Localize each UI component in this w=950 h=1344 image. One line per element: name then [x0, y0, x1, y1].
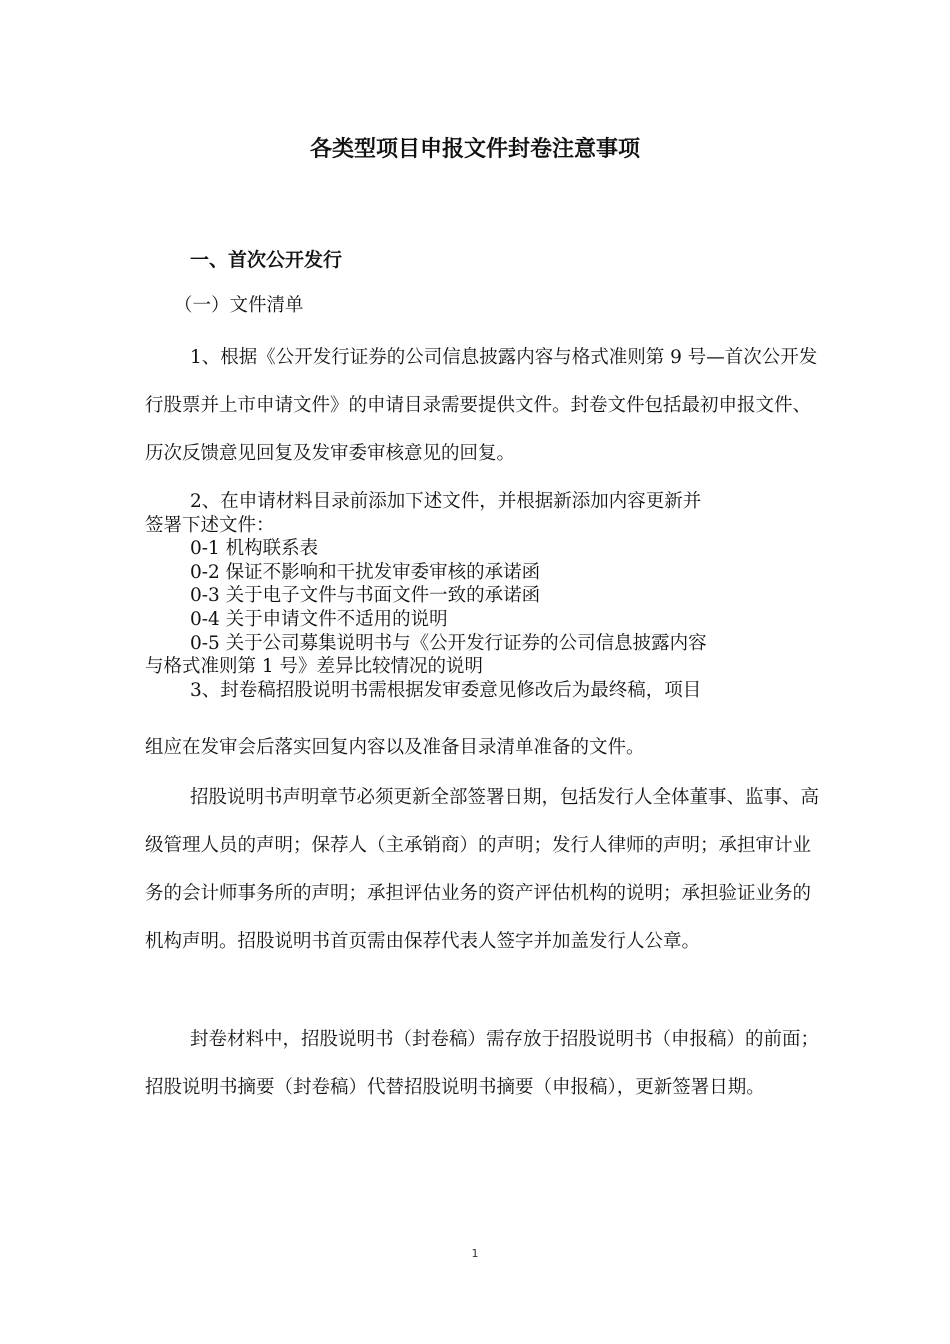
section-heading: 一、首次公开发行	[190, 249, 343, 271]
list-item: 0-1 机构联系表	[190, 538, 319, 560]
paragraph-4: 招股说明书声明章节必须更新全部签署日期，包括发行人全体董事、监事、高级管理人员的声明；保荐人（主承销商）的声明；发行人律师的声明；承担审计业务的会计师事务所的声明；承担评估业务的资产评估机构的说明；承担验证业务的机构声明。招股说明书首页需由保荐代表人签字并加盖发行人公章。	[145, 787, 820, 952]
paragraph-3-continuation: 组应在发审会后落实回复内容以及准备目录清单准备的文件。	[145, 737, 645, 758]
paragraph-1: 1、根据《公开发行证券的公司信息披露内容与格式准则第 9 号—首次公开发行股票并上市申请文件》的申请目录需要提供文件。封卷文件包括最初申报文件、历次反馈意见回复及发审委审核意见的回复。	[145, 347, 818, 464]
text-line: 与格式准则第 1 号》差异比较情况的说明	[145, 656, 484, 678]
page-number: 1	[471, 1247, 479, 1260]
list-item: 0-4 关于申请文件不适用的说明	[190, 608, 448, 630]
list-item: 0-3 关于电子文件与书面文件一致的承诺函	[190, 585, 541, 607]
document-title: 各类型项目申报文件封卷注意事项	[309, 137, 640, 162]
text-line: 签署下述文件：	[145, 514, 275, 536]
sub-heading: （一）文件清单	[174, 295, 304, 316]
paragraph-2-block	[145, 490, 821, 702]
list-item: 0-2 保证不影响和干扰发审委审核的承诺函	[190, 561, 541, 583]
text-line: 3、封卷稿招股说明书需根据发审委意见修改后为最终稿，项目	[190, 679, 702, 701]
list-item: 0-5 关于公司募集说明书与《公开发行证券的公司信息披露内容	[190, 632, 707, 654]
text-line: 2、在申请材料目录前添加下述文件，并根据新添加内容更新并	[190, 491, 702, 512]
paragraph-5: 封卷材料中，招股说明书（封卷稿）需存放于招股说明书（申报稿）的前面；招股说明书摘要（封卷稿）代替招股说明书摘要（申报稿），更新签署日期。	[145, 1029, 820, 1098]
